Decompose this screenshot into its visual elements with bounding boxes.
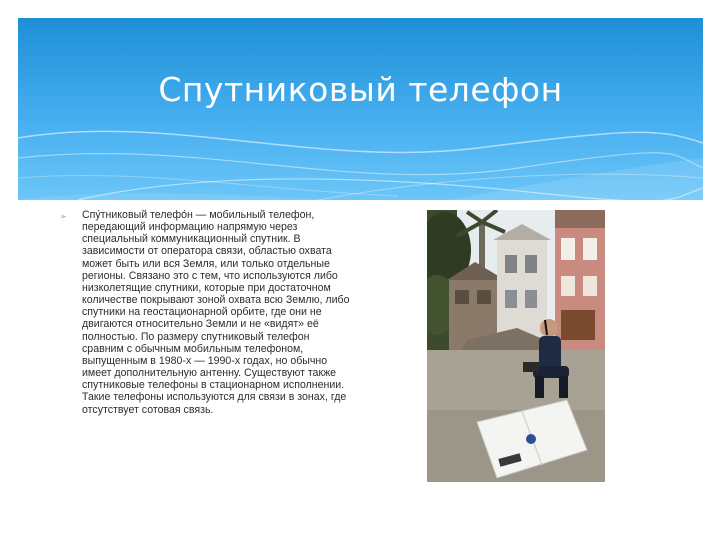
arrow-bullet-icon: ➢: [60, 212, 67, 221]
slide-title: Спутниковый телефон: [158, 70, 563, 109]
satellite-phone-photo: [427, 210, 605, 482]
title-banner: [18, 18, 703, 200]
body-paragraph: Спу́тниковый телефо́н — мобильный телефон, передающий информацию напрямую через специальный коммуникационный спутник. В зависимости от оператора связи, областью охвата может быть или вся Земля, или только отдельные регионы. Связано это с тем, что используются либо низколетящие спутники, которые при достаточном количестве покрывают зоной охвата всю Землю, либо спутники на геостационарной орбите, где они не двигаются относительно Земли и не «видят» её полностью. По размеру спутниковый телефон сравним с обычным мобильным телефоном, выпущенным в 1980-х — 1990-х годах, но обычно имеет дополнительную антенну. Существуют также спутниковые телефоны в стационарном исполнении. Такие телефоны используются для связи в зонах, где отсутствует сотовая связь.: [82, 209, 350, 416]
wave-decoration: [18, 18, 703, 200]
